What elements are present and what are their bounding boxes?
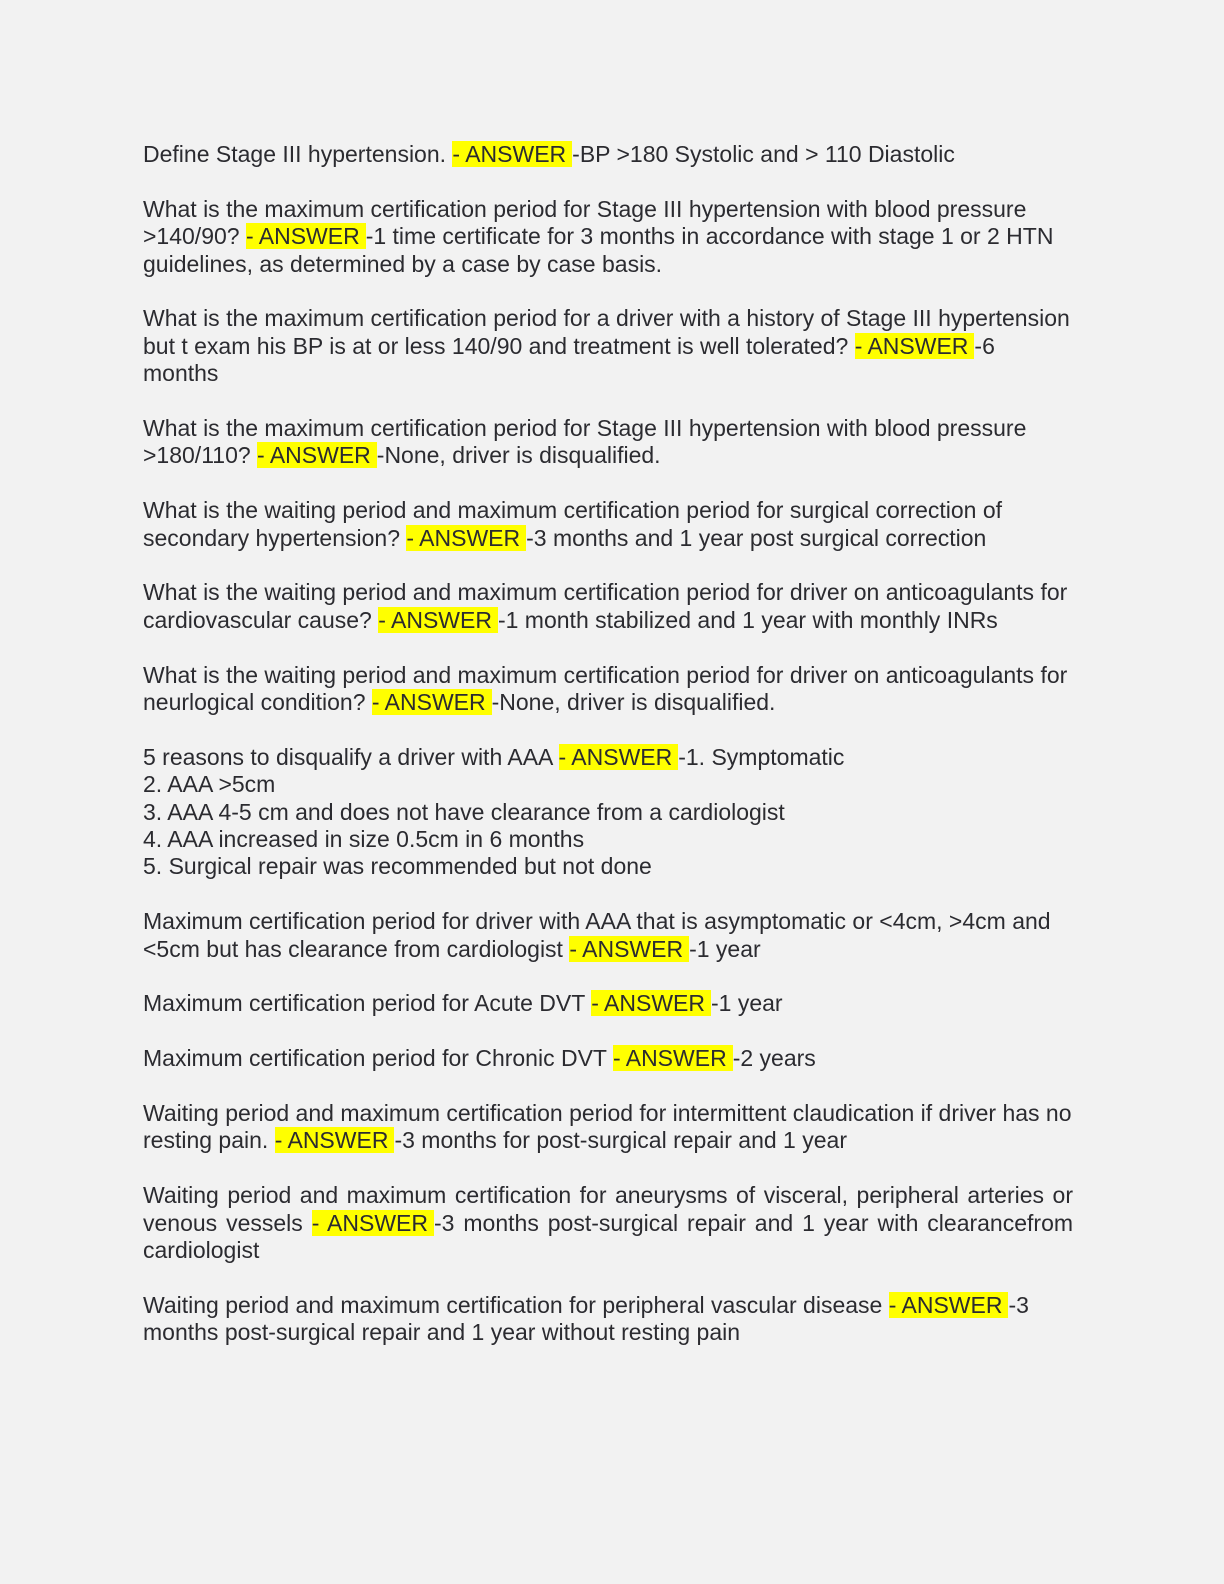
qa-item-10 — [143, 990, 1073, 1017]
answer-marker: - ANSWER — [855, 333, 975, 359]
answer-list-line: 5. Surgical repair was recommended but not done — [143, 853, 652, 880]
question-text: What is the waiting period and maximum certification period for driver on anticoagulants for cardiovascular cause? — [143, 579, 1068, 633]
qa-item-11 — [143, 1045, 1073, 1072]
answer-text: -None, driver is disqualified. — [491, 689, 776, 716]
answer-list-line: 3. AAA 4-5 cm and does not have clearance from a cardiologist — [143, 798, 785, 825]
answer-text: -1 year — [710, 990, 783, 1017]
question-text: Maximum certification period for driver with AAA that is asymptomatic or <4cm, >4cm and <5cm but has clearance from cardiologist — [143, 908, 1051, 962]
qa-item-1 — [143, 141, 1073, 168]
qa-item-5 — [143, 497, 1073, 552]
qa-item-6 — [143, 579, 1073, 634]
answer-list-line: 2. AAA >5cm — [143, 771, 276, 798]
answer-marker: - ANSWER — [257, 442, 377, 468]
answer-text: -1 month stabilized and 1 year with monthly INRs — [497, 606, 998, 633]
question-text: Waiting period and maximum certification period for intermittent claudication if driver has no resting pain. — [143, 1100, 1072, 1154]
answer-marker: - ANSWER — [406, 525, 526, 551]
answer-marker: - ANSWER — [569, 936, 689, 962]
qa-item-3 — [143, 305, 1073, 387]
answer-text: -3 months and 1 year post surgical correction — [526, 524, 987, 551]
question-text: What is the waiting period and maximum certification period for driver on anticoagulants for neurlogical condition? — [143, 661, 1068, 716]
qa-item-13 — [143, 1182, 1073, 1264]
answer-text: -3 months for post-surgical repair and 1 year — [394, 1127, 847, 1154]
answer-marker: - ANSWER — [591, 990, 711, 1016]
question-text: Maximum certification period for Acute DVT — [143, 990, 585, 1017]
question-text: Waiting period and maximum certification for aneurysms of visceral, peripheral arteries or venous vessels — [143, 1182, 1073, 1236]
qa-item-8 — [143, 744, 1073, 881]
answer-marker: - ANSWER — [889, 1292, 1009, 1318]
document-page — [143, 141, 1073, 1374]
answer-text: -3 months post-surgical repair and 1 year with clearancefrom cardiologist — [143, 1209, 1074, 1264]
question-text: What is the maximum certification period for Stage III hypertension with blood pressure >140/90? — [143, 195, 1027, 250]
answer-marker: - ANSWER — [312, 1210, 434, 1236]
answer-list-line: 4. AAA increased in size 0.5cm in 6 months — [143, 826, 585, 853]
qa-item-2 — [143, 196, 1073, 278]
answer-marker: - ANSWER — [378, 607, 498, 633]
answer-text: -BP >180 Systolic and > 110 Diastolic — [572, 141, 955, 167]
qa-item-7 — [143, 662, 1073, 717]
answer-marker: - ANSWER — [613, 1045, 733, 1071]
answer-text: -1. Symptomatic — [678, 743, 845, 770]
answer-text: -None, driver is disqualified. — [376, 442, 661, 469]
answer-marker: - ANSWER — [275, 1127, 395, 1153]
question-text: Define Stage III hypertension. — [143, 141, 447, 167]
answer-text: -3 months post-surgical repair and 1 year without resting pain — [143, 1291, 1029, 1346]
qa-item-12 — [143, 1100, 1073, 1155]
answer-text: -2 years — [732, 1045, 816, 1072]
question-text: What is the maximum certification period for Stage III hypertension with blood pressure >180/110? — [143, 415, 1027, 469]
question-text: What is the waiting period and maximum certification period for surgical correction of secondary hypertension? — [143, 497, 1003, 551]
answer-marker: - ANSWER — [246, 223, 366, 249]
question-text: What is the maximum certification period for a driver with a history of Stage III hypertension but t exam his BP is at or less 140/90 and treatment is well tolerated? — [143, 305, 1070, 359]
question-text: Maximum certification period for Chronic DVT — [143, 1045, 607, 1072]
question-text: 5 reasons to disqualify a driver with AAA — [143, 743, 553, 770]
answer-text: -6 months — [143, 332, 995, 387]
question-text: Waiting period and maximum certification for peripheral vascular disease — [143, 1291, 883, 1318]
qa-item-14 — [143, 1292, 1073, 1347]
answer-text: -1 year — [689, 935, 761, 962]
answer-marker: - ANSWER — [452, 141, 572, 167]
qa-item-9 — [143, 908, 1073, 963]
answer-marker: - ANSWER — [372, 689, 492, 715]
answer-text: -1 time certificate for 3 months in accordance with stage 1 or 2 HTN guidelines, as determined by a case by case basis. — [143, 223, 1054, 277]
qa-item-4 — [143, 415, 1073, 470]
answer-marker: - ANSWER — [559, 744, 679, 770]
